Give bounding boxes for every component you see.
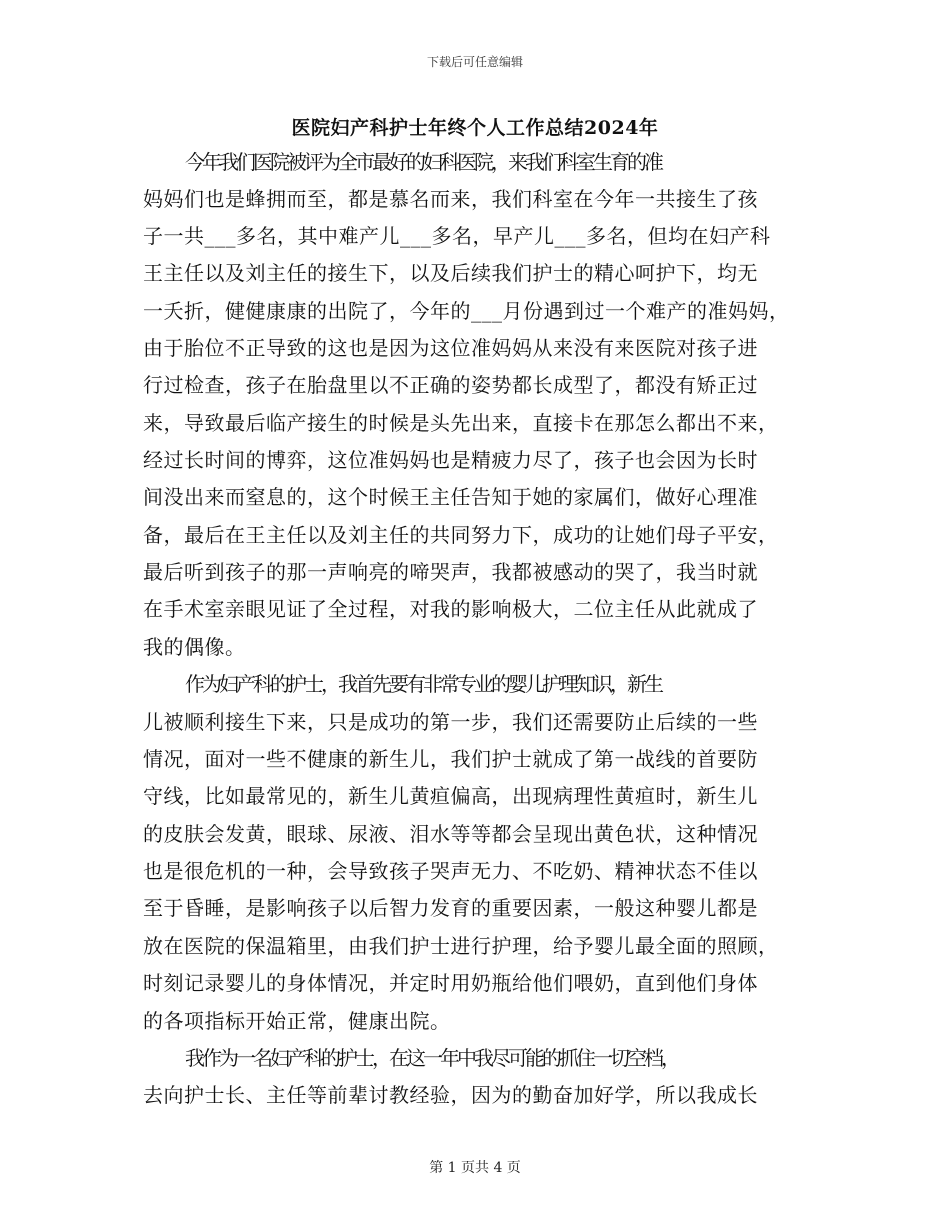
paragraph-line: 放在医院的保温箱里，由我们护士进行护理，给予婴儿最全面的照顾，: [143, 934, 779, 958]
paragraph-line: 行过检查，孩子在胎盘里以不正确的姿势都长成型了，都没有矫正过: [143, 373, 758, 397]
paragraph-line: 来，导致最后临产接生的时候是头先出来，直接卡在那怎么都出不来，: [143, 411, 779, 435]
paragraph-line: 也是很危机的一种，会导致孩子哭声无力、不吃奶、精神状态不佳以: [143, 859, 758, 883]
paragraph-line: 去向护士长、主任等前辈讨教经验，因为的勤奋加好学，所以我成长: [143, 1083, 758, 1107]
paragraph-line: 妈妈们也是蜂拥而至，都是慕名而来，我们科室在今年一共接生了孩: [143, 187, 758, 211]
header-note: 下载后可任意编辑: [426, 55, 523, 69]
paragraph-line: 备，最后在王主任以及刘主任的共同努力下，成功的让她们母子平安，: [143, 523, 779, 547]
paragraph-line: 情况，面对一些不健康的新生儿，我们护士就成了第一战线的首要防: [143, 747, 758, 771]
paragraph-line: 作为妇产科的护士，我首先要有非常专业的婴儿护理知识，新生: [185, 672, 661, 696]
paragraph-line: 一夭折，健健康康的出院了，今年的___月份遇到过一个难产的准妈妈，: [143, 299, 790, 323]
paragraph-line: 的皮肤会发黄，眼球、尿液、泪水等等都会呈现出黄色状，这种情况: [143, 822, 758, 846]
page-footer: 第 1 页共 4 页: [429, 1160, 521, 1176]
paragraph-line: 我的偶像。: [143, 635, 246, 659]
paragraph-line: 子一共___多名，其中难产儿___多名，早产儿___多名，但均在妇产科: [143, 224, 771, 248]
page-title: 医院妇产科护士年终个人工作总结2024年: [291, 117, 659, 139]
paragraph-line: 至于昏睡，是影响孩子以后智力发育的重要因素，一般这种婴儿都是: [143, 896, 758, 920]
paragraph-line: 儿被顺利接生下来，只是成功的第一步，我们还需要防止后续的一些: [143, 710, 758, 734]
paragraph-line: 时刻记录婴儿的身体情况，并定时用奶瓶给他们喂奶，直到他们身体: [143, 971, 758, 995]
paragraph-line: 王主任以及刘主任的接生下，以及后续我们护士的精心呵护下，均无: [143, 261, 758, 285]
paragraph-line: 由于胎位不正导致的这也是因为这位准妈妈从来没有来医院对孩子进: [143, 336, 758, 360]
paragraph-line: 今年我们医院被评为全市最好的妇科医院，来我们科室生育的准: [185, 150, 661, 174]
paragraph-line: 经过长时间的博弈，这位准妈妈也是精疲力尽了，孩子也会因为长时: [143, 448, 758, 472]
paragraph-line: 守线，比如最常见的，新生儿黄疸偏高，出现病理性黄疸时，新生儿: [143, 784, 758, 808]
paragraph-line: 间没出来而窒息的，这个时候王主任告知于她的家属们，做好心理准: [143, 485, 758, 509]
paragraph-line: 在手术室亲眼见证了全过程，对我的影响极大，二位主任从此就成了: [143, 597, 758, 621]
paragraph-line: 我作为一名妇产科的护士，在这一年中我尽可能的抓住一切空档，: [185, 1046, 678, 1070]
paragraph-line: 的各项指标开始正常，健康出院。: [143, 1009, 451, 1033]
paragraph-line: 最后听到孩子的那一声响亮的啼哭声，我都被感动的哭了，我当时就: [143, 560, 758, 584]
